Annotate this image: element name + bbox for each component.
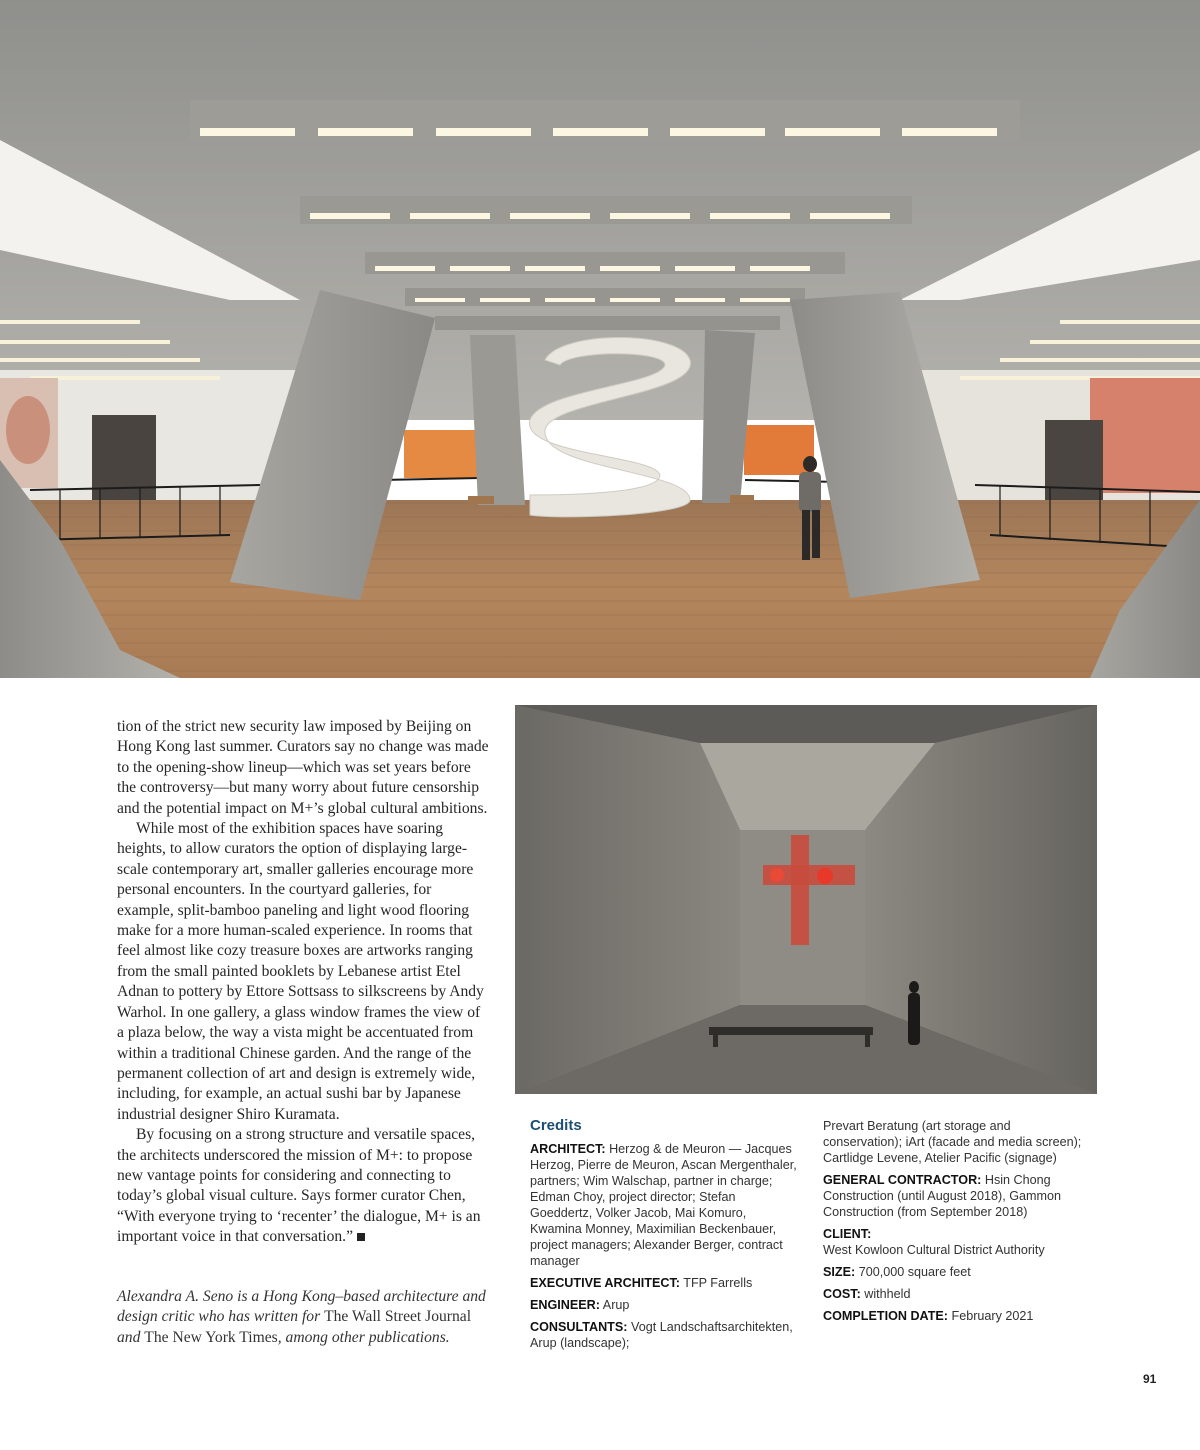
credit-client-value: West Kowloon Cultural District Authority <box>823 1243 1045 1257</box>
author-bio-end: , among other publications. <box>277 1328 450 1346</box>
end-of-article-mark <box>357 1233 365 1241</box>
credits-column-left <box>530 1141 800 1357</box>
museum-atrium-photo <box>0 0 1200 678</box>
credit-size-label: SIZE: <box>823 1265 856 1279</box>
credit-architect-value: Herzog & de Meuron — Jacques Herzog, Pierre de Meuron, Ascan Mergenthaler, partners; Wim Walschap, partner in charge; Edman Choy, project director; Stefan Goeddertz, Volker Jacob, Mai Komuro, Kwamina Monney, Maximilian Beckenbauer, project managers; Alexander Berger, contract manager <box>530 1142 797 1268</box>
author-bio-text: Alexandra A. Seno is a Hong Kong–based architecture and design critic who has written for <box>117 1288 486 1326</box>
publication-wsj: The Wall Street Journal <box>324 1308 472 1326</box>
credit-cost-value: withheld <box>864 1287 911 1301</box>
credit-consultants-label: CONSULTANTS: <box>530 1320 628 1334</box>
author-bio-and: and <box>117 1328 145 1346</box>
article-paragraph-3-text: By focusing on a strong structure and versatile spaces, the architects underscored the mission of M+: to propose new vantage points for considering and connecting to today’s global visual culture. Says former curator Chen, “With everyone trying to ‘recenter’ the dialogue, M+ is an important voice in that conversation.” <box>117 1126 481 1246</box>
credit-general-contractor-value: Hsin Chong Construction (until August 2018), Gammon Construction (from September 2018) <box>823 1173 1062 1219</box>
credit-size-value: 700,000 square feet <box>858 1265 971 1279</box>
credit-completion-date-value: February 2021 <box>951 1309 1034 1323</box>
page-number: 91 <box>1143 1372 1157 1386</box>
credits-column-right <box>823 1118 1093 1330</box>
publication-nyt: The New York Times <box>144 1328 278 1346</box>
credit-engineer <box>530 1297 800 1313</box>
credit-cost-label: COST: <box>823 1287 861 1301</box>
credit-cost <box>823 1286 1093 1302</box>
author-bio <box>117 1287 489 1348</box>
credit-executive-architect-value: TFP Farrells <box>683 1276 753 1290</box>
article-paragraph-3 <box>117 1125 489 1247</box>
credit-engineer-label: ENGINEER: <box>530 1298 600 1312</box>
credit-consultants-continued: Prevart Beratung (art storage and conservation); iArt (facade and media screen); Cartlidge Levene, Atelier Pacific (signage) <box>823 1119 1082 1165</box>
credit-executive-architect-label: EXECUTIVE ARCHITECT: <box>530 1276 680 1290</box>
credits-title: Credits <box>530 1117 582 1134</box>
article-paragraph-2: While most of the exhibition spaces have soaring heights, to allow curators the option of displaying large-scale contemporary art, smaller galleries encourage more personal encounters. In the courtyard galleries, for example, split-bamboo paneling and light wood flooring make for a more human-scaled experience. In rooms that feel almost like cozy treasure boxes are artworks ranging from the small painted booklets by Lebanese artist Etel Adnan to pottery by Ettore Sottsass to silkscreens by Andy Warhol. In one gallery, a glass window frames the view of a plaza below, the way a vista might be accentuated from within a traditional Chinese garden. And the range of the permanent collection of art and design is extremely wide, including, for example, an actual sushi bar by Japanese industrial designer Shiro Kuramata. <box>117 820 484 1123</box>
article-paragraph-1: tion of the strict new security law imposed by Beijing on Hong Kong last summer. Curators say no change was made to the opening-show lineup—which was set years before the controversy—but many worry about future censorship and the potential impact on M+’s global cultural ambitions. <box>117 718 489 817</box>
credit-completion-date <box>823 1308 1093 1324</box>
credit-executive-architect <box>530 1275 800 1291</box>
credit-consultants-value: Vogt Landschaftsarchitekten, Arup (landscape); <box>530 1320 793 1350</box>
credit-general-contractor <box>823 1172 1093 1220</box>
gallery-corridor-photo <box>515 705 1097 1094</box>
credit-architect <box>530 1141 800 1269</box>
credit-client-label: CLIENT: <box>823 1227 872 1241</box>
credit-consultants <box>530 1319 800 1351</box>
credit-architect-label: ARCHITECT: <box>530 1142 606 1156</box>
article-body <box>117 717 489 1248</box>
credit-completion-date-label: COMPLETION DATE: <box>823 1309 948 1323</box>
credit-client <box>823 1226 1093 1258</box>
credit-general-contractor-label: GENERAL CONTRACTOR: <box>823 1173 982 1187</box>
credit-size <box>823 1264 1093 1280</box>
credit-engineer-value: Arup <box>602 1298 630 1312</box>
